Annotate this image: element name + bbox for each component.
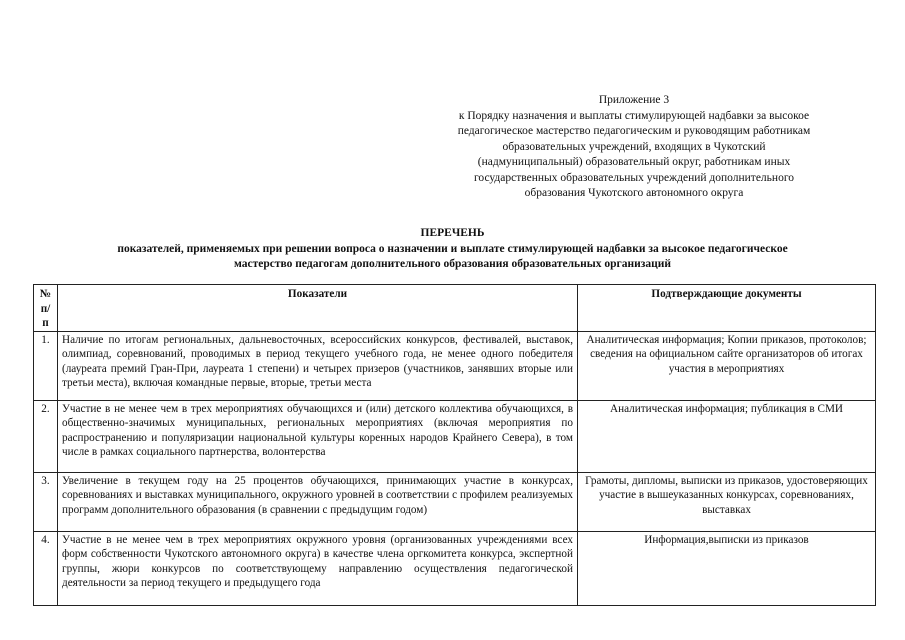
row-indicator: Участие в не менее чем в трех мероприятиях окружного уровня (организованных учреждениями всех форм собственности Чукотского автономного округа) в качестве члена оргкомитета конкурса, экспертной группы, жюри конкурсов по соответствующему направлению осуществления педагогической деятельности за период текущего и предыдущего года [58, 531, 578, 605]
title-heading: ПЕРЕЧЕНЬ [420, 227, 485, 239]
appendix-line: педагогическое мастерство педагогическим и руководящим работникам [457, 125, 811, 137]
header-indicators: Показатели [58, 285, 578, 332]
header-num: № п/п [34, 285, 58, 332]
table-header-row [34, 285, 876, 332]
row-num: 3. [34, 472, 58, 531]
title-line-2: мастерство педагогам дополнительного образования образовательных организаций [234, 258, 671, 270]
appendix-line: государственных образовательных учреждений дополнительного [473, 171, 795, 184]
row-num: 4. [34, 531, 58, 605]
row-documents: Информация,выписки из приказов [578, 531, 876, 605]
row-num: 1. [34, 331, 58, 400]
indicators-table [33, 284, 876, 606]
appendix-block [418, 93, 850, 202]
title-line-1: показателей, применяемых при решении вопроса о назначении и выплате стимулирующей надбавки за высокое педагогическое [117, 242, 788, 255]
table-row [34, 531, 876, 605]
row-indicator: Наличие по итогам региональных, дальневосточных, всероссийских конкурсов, фестивалей, выставок, олимпиад, соревнований, проводимых в период текущего учебного года, не менее одного победителя (лауреата премий Гран-При, лауреата 1 степени) и четырех призеров (участников, занявших вторые или третьи места), включая командные первые, вторые, третьи места [58, 331, 578, 400]
appendix-line: (надмуниципальный) образовательный округ, работникам иных [477, 156, 791, 168]
row-documents: Грамоты, дипломы, выписки из приказов, удостоверяющих участие в вышеуказанных конкурсах, соревнованиях, выставках [578, 472, 876, 531]
table-row [34, 331, 876, 400]
header-documents: Подтверждающие документы [578, 285, 876, 332]
table-row [34, 400, 876, 472]
document-title [40, 226, 865, 273]
appendix-line: образования Чукотского автономного округа [524, 187, 744, 199]
row-documents: Аналитическая информация; публикация в СМИ [578, 400, 876, 472]
table-row [34, 472, 876, 531]
row-indicator: Увеличение в текущем году на 25 процентов обучающихся, принимающих участие в конкурсах, соревнованиях и выставках муниципального, окружного уровней в соответствии с профилем реализуемых программ дополнительного образования (в сравнении с предыдущим годом) [58, 472, 578, 531]
appendix-line: образовательных учреждений, входящих в Чукотский [502, 140, 766, 153]
appendix-line: к Порядку назначения и выплаты стимулирующей надбавки за высокое [458, 109, 810, 122]
appendix-line: Приложение 3 [598, 94, 670, 106]
row-documents: Аналитическая информация; Копии приказов, протоколов; сведения на официальном сайте организаторов об итогах участия в мероприятиях [578, 331, 876, 400]
row-num: 2. [34, 400, 58, 472]
row-indicator: Участие в не менее чем в трех мероприятиях обучающихся и (или) детского коллектива обучающихся, в общественно-значимых муниципальных, региональных мероприятиях (включая мероприятия по распространению и популяризации национальной культуры коренных народов Крайнего Севера), в том числе в рамках социального партнерства, волонтерства [58, 400, 578, 472]
